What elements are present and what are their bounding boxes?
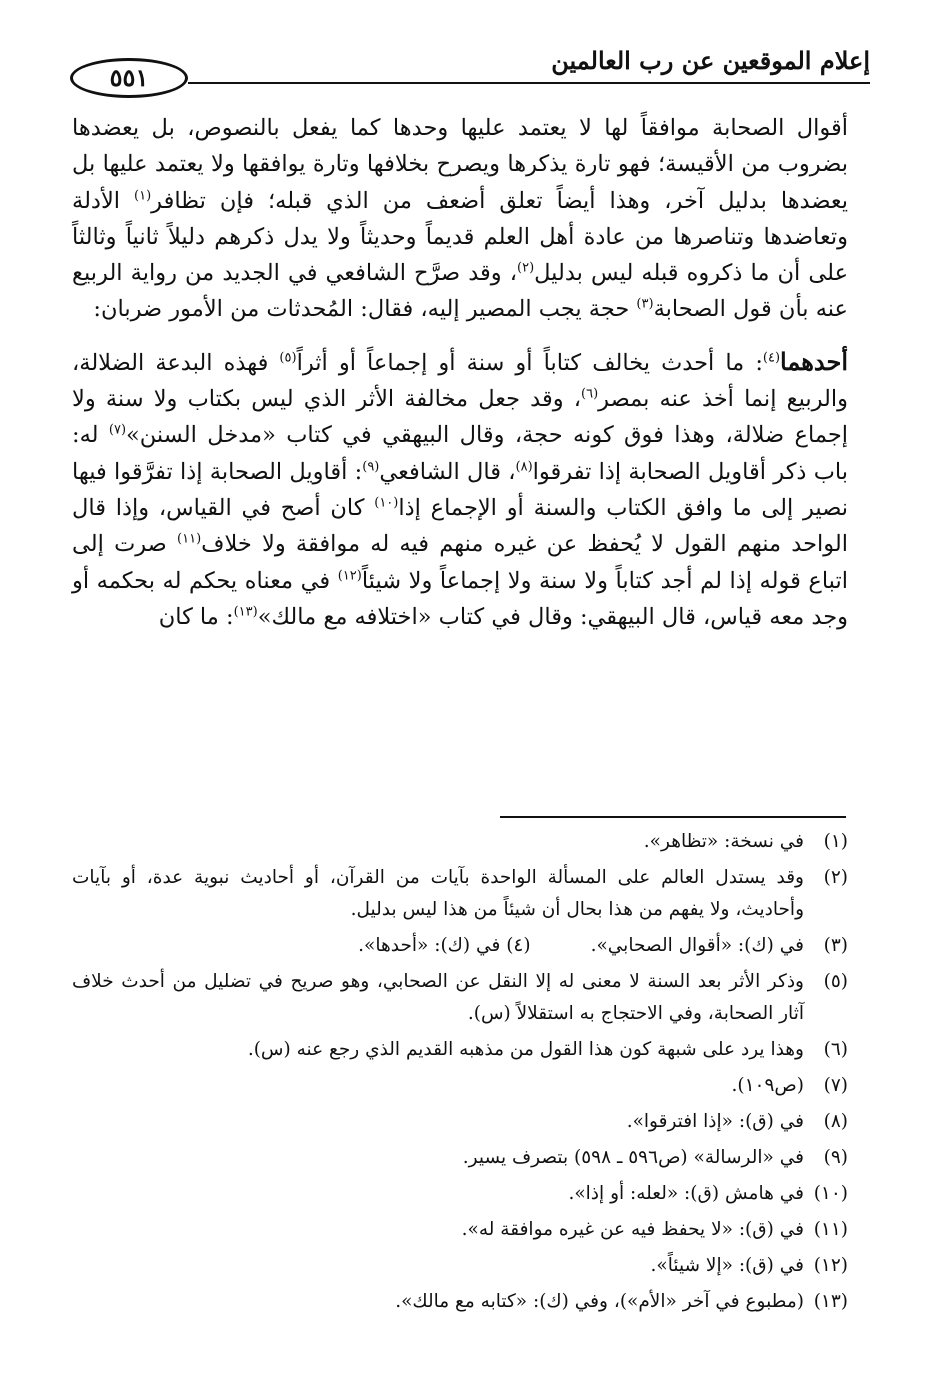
footnote-12 bbox=[72, 1250, 848, 1282]
footnote-text: في «الرسالة» (ص٥٩٦ ـ ٥٩٨) بتصرف يسير. bbox=[462, 1147, 804, 1168]
footnote-ref-2[interactable]: (٢) bbox=[517, 260, 535, 276]
footnote-7 bbox=[72, 1070, 848, 1102]
footnote-number: (١١) bbox=[813, 1219, 848, 1240]
footnote-9 bbox=[72, 1142, 848, 1174]
footnote-ref-11[interactable]: (١١) bbox=[177, 531, 202, 547]
running-title: إعلام الموقعين عن رب العالمين bbox=[551, 46, 870, 75]
footnote-number: (٦) bbox=[823, 1039, 848, 1060]
footnote-ref-6[interactable]: (٦) bbox=[581, 386, 599, 402]
footnote-ref-3[interactable]: (٣) bbox=[636, 296, 654, 312]
footnote-separator bbox=[500, 816, 846, 818]
footnote-text: في (ك): «أقوال الصحابي». bbox=[590, 935, 804, 956]
footnote-text: وهذا يرد على شبهة كون هذا القول من مذهبه القديم الذي رجع عنه (س). bbox=[247, 1039, 804, 1060]
footnotes bbox=[72, 826, 848, 1322]
footnote-ref-5[interactable]: (٥) bbox=[279, 350, 297, 366]
footnote-number: (١٢) bbox=[813, 1255, 848, 1276]
footnote-text: في (ق): «لا يحفظ فيه عن غيره موافقة له». bbox=[461, 1219, 804, 1240]
paragraph-1: أقوال الصحابة موافقاً لها لا يعتمد عليها وحدها كما يفعل بالنصوص، بل يعضدها بضروب من الأقيسة؛ فهو تارة يذكرها ويصرح بخلافها وتارة يوافقها ولا يعتمد عليها بل يعضدها بدليل آخر، وهذا أيضاً تعلق أضعف من الذي قبله؛ فإن تظافر$^{(١)}$ الأدلة وتعاضدها وتناصرها من عادة أهل العلم قديماً وحديثاً ولا يدل ذكرهم دليلاً ثانياً وثالثاً على أن ما ذكروه قبله ليس بدليل$^{(٢)}$، وقد صرَّح الشافعي في الجديد من رواية الربيع عنه بأن قول الصحابة$^{(٣)}$ حجة يجب المصير إليه، فقال: المُحدثات من الأمور ضربان: bbox=[72, 115, 848, 323]
footnote-number: (٣) bbox=[823, 935, 848, 956]
footnote-number: (٥) bbox=[823, 971, 848, 992]
footnote-text: في هامش (ق): «لعله: أو إذا». bbox=[568, 1183, 804, 1204]
footnote-text: وذكر الأثر بعد السنة لا معنى له إلا النقل عن الصحابي، وهو صريح في تضليل من أحدث خلاف آثار الصحابة، وفي الاحتجاج به استقلالاً (س). bbox=[72, 971, 804, 1024]
footnote-2 bbox=[72, 862, 848, 926]
page-header bbox=[70, 40, 870, 100]
footnote-6 bbox=[72, 1034, 848, 1066]
footnote-number: (١٣) bbox=[813, 1291, 848, 1312]
footnote-number: (٤) bbox=[506, 935, 531, 956]
footnote-text: (ص١٠٩). bbox=[731, 1075, 804, 1096]
footnote-number: (١) bbox=[823, 831, 848, 852]
footnote-8 bbox=[72, 1106, 848, 1138]
footnote-13 bbox=[72, 1286, 848, 1318]
footnote-number: (٩) bbox=[823, 1147, 848, 1168]
page-number: ٥٥١ bbox=[70, 58, 188, 98]
footnote-ref-1[interactable]: (١) bbox=[134, 188, 152, 204]
footnote-text: في (ق): «إلا شيئاً». bbox=[650, 1255, 804, 1276]
footnote-3-4 bbox=[72, 930, 848, 962]
footnote-text: في (ك): «أحدها». bbox=[358, 935, 501, 956]
footnote-ref-7[interactable]: (٧) bbox=[108, 422, 127, 438]
footnote-ref-4[interactable]: (٤) bbox=[762, 350, 781, 366]
footnote-text: (مطبوع في آخر «الأم»)، وفي (ك): «كتابه مع مالك». bbox=[395, 1291, 804, 1312]
footnote-text: وقد يستدل العالم على المسألة الواحدة بآيات من القرآن، أو أحاديث نبوية عدة، أو بآيات وأحاديث، ولا يفهم من هذا بحال أن شيئاً من هذا ليس بدليل. bbox=[72, 867, 804, 920]
footnote-number: (٨) bbox=[823, 1111, 848, 1132]
footnote-ref-13[interactable]: (١٣) bbox=[233, 604, 258, 620]
footnote-10 bbox=[72, 1178, 848, 1210]
footnote-ref-12[interactable]: (١٢) bbox=[337, 568, 362, 584]
bold-term: أحدهما bbox=[780, 346, 848, 376]
footnote-ref-10[interactable]: (١٠) bbox=[374, 495, 399, 511]
footnote-1 bbox=[72, 826, 848, 858]
footnote-5 bbox=[72, 966, 848, 1030]
footnote-text: في (ق): «إذا افترقوا». bbox=[626, 1111, 804, 1132]
main-text bbox=[72, 110, 848, 635]
footnote-ref-8[interactable]: (٨) bbox=[515, 459, 533, 475]
footnote-11 bbox=[72, 1214, 848, 1246]
footnote-text: في نسخة: «تظاهر». bbox=[643, 831, 804, 852]
footnote-number: (٢) bbox=[823, 867, 848, 888]
footnote-number: (١٠) bbox=[813, 1183, 848, 1204]
paragraph-2: أحدهما$^{(٤)}$: ما أحدث يخالف كتاباً أو سنة أو إجماعاً أو أثراً$^{(٥)}$ فهذه البدعة الضلالة، والربيع إنما أخذ عنه بمصر$^{(٦)}$، وقد جعل مخالفة الأثر الذي ليس بكتاب ولا سنة ولا إجماع ضلالة، وهذا فوق كونه حجة، وقال البيهقي في كتاب «مدخل السنن»$^{(٧)}$ له: باب ذكر أقاويل الصحابة إذا تفرقوا$^{(٨)}$، قال الشافعي$^{(٩)}$: أقاويل الصحابة إذا تفرَّقوا فيها نصير إلى ما وافق الكتاب والسنة أو الإجماع إذا$^{(١٠)}$ كان أصح في القياس، وإذا قال الواحد منهم القول لا يُحفظ عن غيره منهم فيه له موافقة ولا خلاف$^{(١١)}$ صرت إلى اتباع قوله إذا لم أجد كتاباً ولا سنة ولا إجماعاً ولا شيئاً$^{(١٢)}$ في معناه يحكم له بحكمه أو وجد معه قياس، قال البيهقي: وقال في كتاب «اختلافه مع مالك»$^{(١٣)}$: ما كان bbox=[72, 346, 849, 630]
footnote-number: (٧) bbox=[823, 1075, 848, 1096]
header-rule bbox=[188, 82, 870, 84]
footnote-ref-9[interactable]: (٩) bbox=[362, 459, 380, 475]
